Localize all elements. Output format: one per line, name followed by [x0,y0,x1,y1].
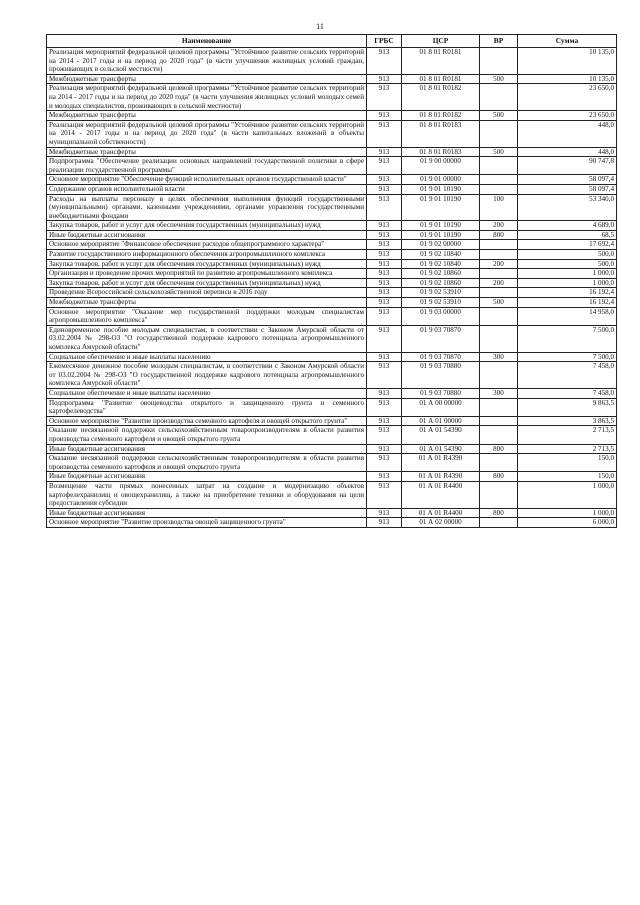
cell-name: Основное мероприятие "Развитие производства семенного картофеля и овощей открытого грунта" [47,416,367,426]
cell-grbs: 913 [367,518,402,528]
cell-sum: 23 650,0 [518,111,617,121]
cell-vr [480,288,518,298]
cell-grbs: 913 [367,221,402,231]
cell-grbs: 913 [367,111,402,121]
cell-grbs: 913 [367,454,402,472]
cell-name: Межбюджетные трансферты [47,111,367,121]
cell-vr [480,84,518,111]
cell-csr: 01 А 01 54390 [402,444,480,454]
cell-sum: 7 500,0 [518,325,617,352]
cell-vr [480,240,518,250]
header-sum: Сумма [518,35,617,48]
cell-name: Социальное обеспечение и иные выплаты населению [47,388,367,398]
cell-name: Иные бюджетные ассигнования [47,472,367,482]
cell-name: Реализация мероприятий федеральной целевой программы "Устойчивое развитие сельских территорий на 2014 - 2017 годы и на период до 2020 года" (в части улучшения жилищных условий молодых семей и молодых специалистов, проживающих в сельской местности) [47,84,367,111]
cell-vr [480,454,518,472]
cell-grbs: 913 [367,288,402,298]
table-row [47,444,617,454]
cell-csr: 01 8 01 R0182 [402,111,480,121]
table-row [47,157,617,175]
table-row [47,194,617,221]
cell-vr [480,250,518,260]
cell-csr: 01 9 03 70880 [402,388,480,398]
cell-csr: 01 9 01 10190 [402,221,480,231]
cell-csr: 01 9 03 70870 [402,352,480,362]
cell-vr [480,325,518,352]
cell-csr: 01 А 01 R4400 [402,508,480,518]
cell-name: Оказание несвязанной поддержки сельскохозяйственным товаропроизводителям в области развития производства семенного картофеля и овощей открытого грунта [47,426,367,444]
cell-csr: 01 9 02 10840 [402,250,480,260]
cell-csr: 01 9 01 10190 [402,230,480,240]
table-row [47,120,617,147]
cell-csr: 01 9 01 10190 [402,184,480,194]
cell-name: Основное мероприятие "Развитие производства овощей защищенного грунта" [47,518,367,528]
cell-name: Закупка товаров, работ и услуг для обеспечения государственных (муниципальных) нужд [47,259,367,269]
cell-csr: 01 9 02 00000 [402,240,480,250]
cell-sum: 14 958,0 [518,307,617,325]
cell-csr: 01 8 01 R0182 [402,84,480,111]
cell-name: Основное мероприятие "Обеспечение функций исполнительных органов государственной власти" [47,175,367,185]
cell-sum: 17 692,4 [518,240,617,250]
cell-grbs: 913 [367,230,402,240]
cell-vr [480,269,518,279]
cell-grbs: 913 [367,444,402,454]
cell-grbs: 913 [367,352,402,362]
table-row [47,278,617,288]
cell-vr: 100 [480,194,518,221]
cell-sum: 1 000,0 [518,481,617,508]
cell-csr: 01 9 02 53910 [402,288,480,298]
cell-grbs: 913 [367,398,402,416]
table-row [47,221,617,231]
table-row [47,388,617,398]
cell-csr: 01 А 02 00000 [402,518,480,528]
cell-csr: 01 А 00 00000 [402,398,480,416]
cell-csr: 01 9 02 10840 [402,259,480,269]
cell-grbs: 913 [367,307,402,325]
cell-vr: 500 [480,147,518,157]
cell-name: Закупка товаров, работ и услуг для обеспечения государственных (муниципальных) нужд [47,221,367,231]
cell-vr [480,398,518,416]
cell-grbs: 913 [367,157,402,175]
cell-grbs: 913 [367,194,402,221]
cell-csr: 01 8 01 R0181 [402,48,480,75]
cell-sum: 10 135,0 [518,74,617,84]
table-row [47,111,617,121]
cell-grbs: 913 [367,84,402,111]
table-row [47,84,617,111]
cell-grbs: 913 [367,278,402,288]
cell-vr: 500 [480,111,518,121]
table-row [47,416,617,426]
cell-csr: 01 А 01 R4390 [402,472,480,482]
cell-vr [480,481,518,508]
cell-grbs: 913 [367,426,402,444]
table-row [47,325,617,352]
cell-name: Содержание органов исполнительной власти [47,184,367,194]
cell-sum: 68,5 [518,230,617,240]
cell-name: Закупка товаров, работ и услуг для обеспечения государственных (муниципальных) нужд [47,278,367,288]
cell-csr: 01 8 01 R0183 [402,120,480,147]
cell-csr: 01 9 02 10860 [402,269,480,279]
cell-vr [480,48,518,75]
table-row [47,454,617,472]
cell-csr: 01 А 01 R4400 [402,481,480,508]
cell-name: Подпрограмма "Обеспечение реализации основных направлений государственной политики в сфере реализации государственной программы" [47,157,367,175]
cell-grbs: 913 [367,362,402,389]
cell-sum: 16 192,4 [518,288,617,298]
cell-vr: 200 [480,278,518,288]
cell-vr [480,175,518,185]
cell-sum: 3 863,5 [518,416,617,426]
cell-grbs: 913 [367,240,402,250]
cell-sum: 16 192,4 [518,298,617,308]
cell-vr: 800 [480,230,518,240]
cell-csr: 01 8 01 R0181 [402,74,480,84]
cell-sum: 4 689,0 [518,221,617,231]
cell-name: Развитие государственного информационного обеспечения агропромышленного комплекса [47,250,367,260]
cell-vr: 300 [480,352,518,362]
cell-vr [480,518,518,528]
cell-sum: 58 097,4 [518,184,617,194]
cell-name: Основное мероприятие "Оказание мер государственной поддержки молодым специалистам агропромышленного комплекса" [47,307,367,325]
cell-name: Иные бюджетные ассигнования [47,230,367,240]
cell-grbs: 913 [367,508,402,518]
cell-vr: 500 [480,298,518,308]
header-grbs: ГРБС [367,35,402,48]
cell-csr: 01 9 03 00000 [402,307,480,325]
cell-vr [480,157,518,175]
cell-name: Возмещение части прямых понесенных затрат на создание и модернизацию объектов картофелехранилищ и овощехранилищ, а также на приобретение техники и оборудования на цели предоставления субсидии [47,481,367,508]
table-row [47,472,617,482]
cell-grbs: 913 [367,147,402,157]
cell-vr [480,307,518,325]
cell-csr: 01 9 02 53910 [402,298,480,308]
cell-sum: 6 000,0 [518,518,617,528]
cell-grbs: 913 [367,74,402,84]
cell-sum: 53 340,0 [518,194,617,221]
cell-name: Социальное обеспечение и иные выплаты населению [47,352,367,362]
cell-csr: 01 9 01 00000 [402,175,480,185]
cell-sum: 90 747,8 [518,157,617,175]
table-row [47,288,617,298]
table-row [47,259,617,269]
cell-vr: 200 [480,259,518,269]
cell-csr: 01 А 01 54390 [402,426,480,444]
cell-sum: 2 713,5 [518,444,617,454]
cell-csr: 01 9 02 10860 [402,278,480,288]
cell-sum: 448,0 [518,147,617,157]
cell-grbs: 913 [367,269,402,279]
cell-name: Иные бюджетные ассигнования [47,508,367,518]
cell-vr [480,416,518,426]
cell-sum: 7 500,0 [518,352,617,362]
cell-name: Ежемесячное денежное пособие молодым специалистам, в соответствии с Законом Амурской области от 03.02.2004 № 298-ОЗ "О государственной поддержке кадрового потенциала агропромышленного комплекса Амурской области" [47,362,367,389]
cell-grbs: 913 [367,388,402,398]
cell-sum: 500,0 [518,259,617,269]
table-row [47,352,617,362]
table-row [47,74,617,84]
cell-vr: 800 [480,472,518,482]
cell-vr: 300 [480,388,518,398]
cell-name: Организация и проведение прочих мероприятий по развитию агропромышленного комплекса [47,269,367,279]
cell-grbs: 913 [367,48,402,75]
header-vr: ВР [480,35,518,48]
table-row [47,175,617,185]
cell-sum: 7 458,0 [518,362,617,389]
cell-sum: 7 458,0 [518,388,617,398]
table-row [47,250,617,260]
cell-vr: 800 [480,508,518,518]
cell-sum: 23 650,0 [518,84,617,111]
cell-name: Оказание несвязанной поддержки сельскохозяйственным товаропроизводителям в области развития производства семенного картофеля и овощей открытого грунта [47,454,367,472]
cell-csr: 01 А 01 R4390 [402,454,480,472]
cell-grbs: 913 [367,120,402,147]
cell-grbs: 913 [367,184,402,194]
cell-grbs: 913 [367,175,402,185]
cell-name: Реализация мероприятий федеральной целевой программы "Устойчивое развитие сельских территорий на 2014 - 2017 годы и на период до 2020 года" (в части улучшения жилищных условий граждан, проживающих в сельской местности) [47,48,367,75]
budget-table [46,34,617,528]
cell-sum: 150,0 [518,454,617,472]
cell-sum: 1 000,0 [518,269,617,279]
table-row [47,298,617,308]
table-row [47,426,617,444]
cell-name: Межбюджетные трансферты [47,298,367,308]
cell-name: Межбюджетные трансферты [47,74,367,84]
table-row [47,184,617,194]
cell-sum: 2 713,5 [518,426,617,444]
cell-csr: 01 9 03 70870 [402,325,480,352]
cell-sum: 58 097,4 [518,175,617,185]
cell-grbs: 913 [367,481,402,508]
table-row [47,230,617,240]
cell-name: Проведение Всероссийской сельскохозяйственной переписи в 2016 году [47,288,367,298]
cell-csr: 01 А 01 00000 [402,416,480,426]
cell-name: Реализация мероприятий федеральной целевой программы "Устойчивое развитие сельских территорий на 2014 - 2017 годы и на период до 2020 года" (в части капитальных вложений в объекты муниципальной собственности) [47,120,367,147]
cell-sum: 1 000,0 [518,278,617,288]
cell-csr: 01 9 03 70880 [402,362,480,389]
cell-vr [480,184,518,194]
table-header-row [47,35,617,48]
cell-name: Основное мероприятие "Финансовое обеспечение расходов общепрограммного характера" [47,240,367,250]
table-row [47,518,617,528]
cell-sum: 9 863,5 [518,398,617,416]
cell-sum: 448,0 [518,120,617,147]
cell-csr: 01 9 01 10190 [402,194,480,221]
header-csr: ЦСР [402,35,480,48]
cell-name: Расходы на выплаты персоналу в целях обеспечения выполнения функций государственными (муниципальными) органами, казенными учреждениями, органами управления государственными внебюджетными фондами [47,194,367,221]
table-row [47,508,617,518]
cell-sum: 10 135,0 [518,48,617,75]
cell-name: Иные бюджетные ассигнования [47,444,367,454]
cell-name: Межбюджетные трансферты [47,147,367,157]
cell-csr: 01 8 01 R0183 [402,147,480,157]
cell-vr: 500 [480,74,518,84]
cell-sum: 150,0 [518,472,617,482]
table-row [47,307,617,325]
cell-vr [480,362,518,389]
page-number: 11 [316,22,324,31]
cell-grbs: 913 [367,250,402,260]
cell-vr: 800 [480,444,518,454]
cell-vr: 200 [480,221,518,231]
cell-grbs: 913 [367,298,402,308]
table-row [47,147,617,157]
cell-sum: 1 000,0 [518,508,617,518]
table-row [47,240,617,250]
cell-grbs: 913 [367,259,402,269]
cell-sum: 500,0 [518,250,617,260]
cell-grbs: 913 [367,416,402,426]
cell-name: Единовременное пособие молодым специалистам, в соответствии с Законом Амурской области от 03.02.2004 № 298-ОЗ "О государственной поддержке кадрового потенциала агропромышленного комплекса Амурской области" [47,325,367,352]
table-row [47,398,617,416]
cell-grbs: 913 [367,472,402,482]
table-row [47,48,617,75]
header-name: Наименование [47,35,367,48]
cell-vr [480,426,518,444]
cell-csr: 01 9 00 00000 [402,157,480,175]
table-row [47,481,617,508]
cell-grbs: 913 [367,325,402,352]
cell-name: Подпрограмма "Развитие овощеводства открытого и защищенного грунта и семенного картофелеводства" [47,398,367,416]
cell-vr [480,120,518,147]
table-row [47,269,617,279]
table-row [47,362,617,389]
